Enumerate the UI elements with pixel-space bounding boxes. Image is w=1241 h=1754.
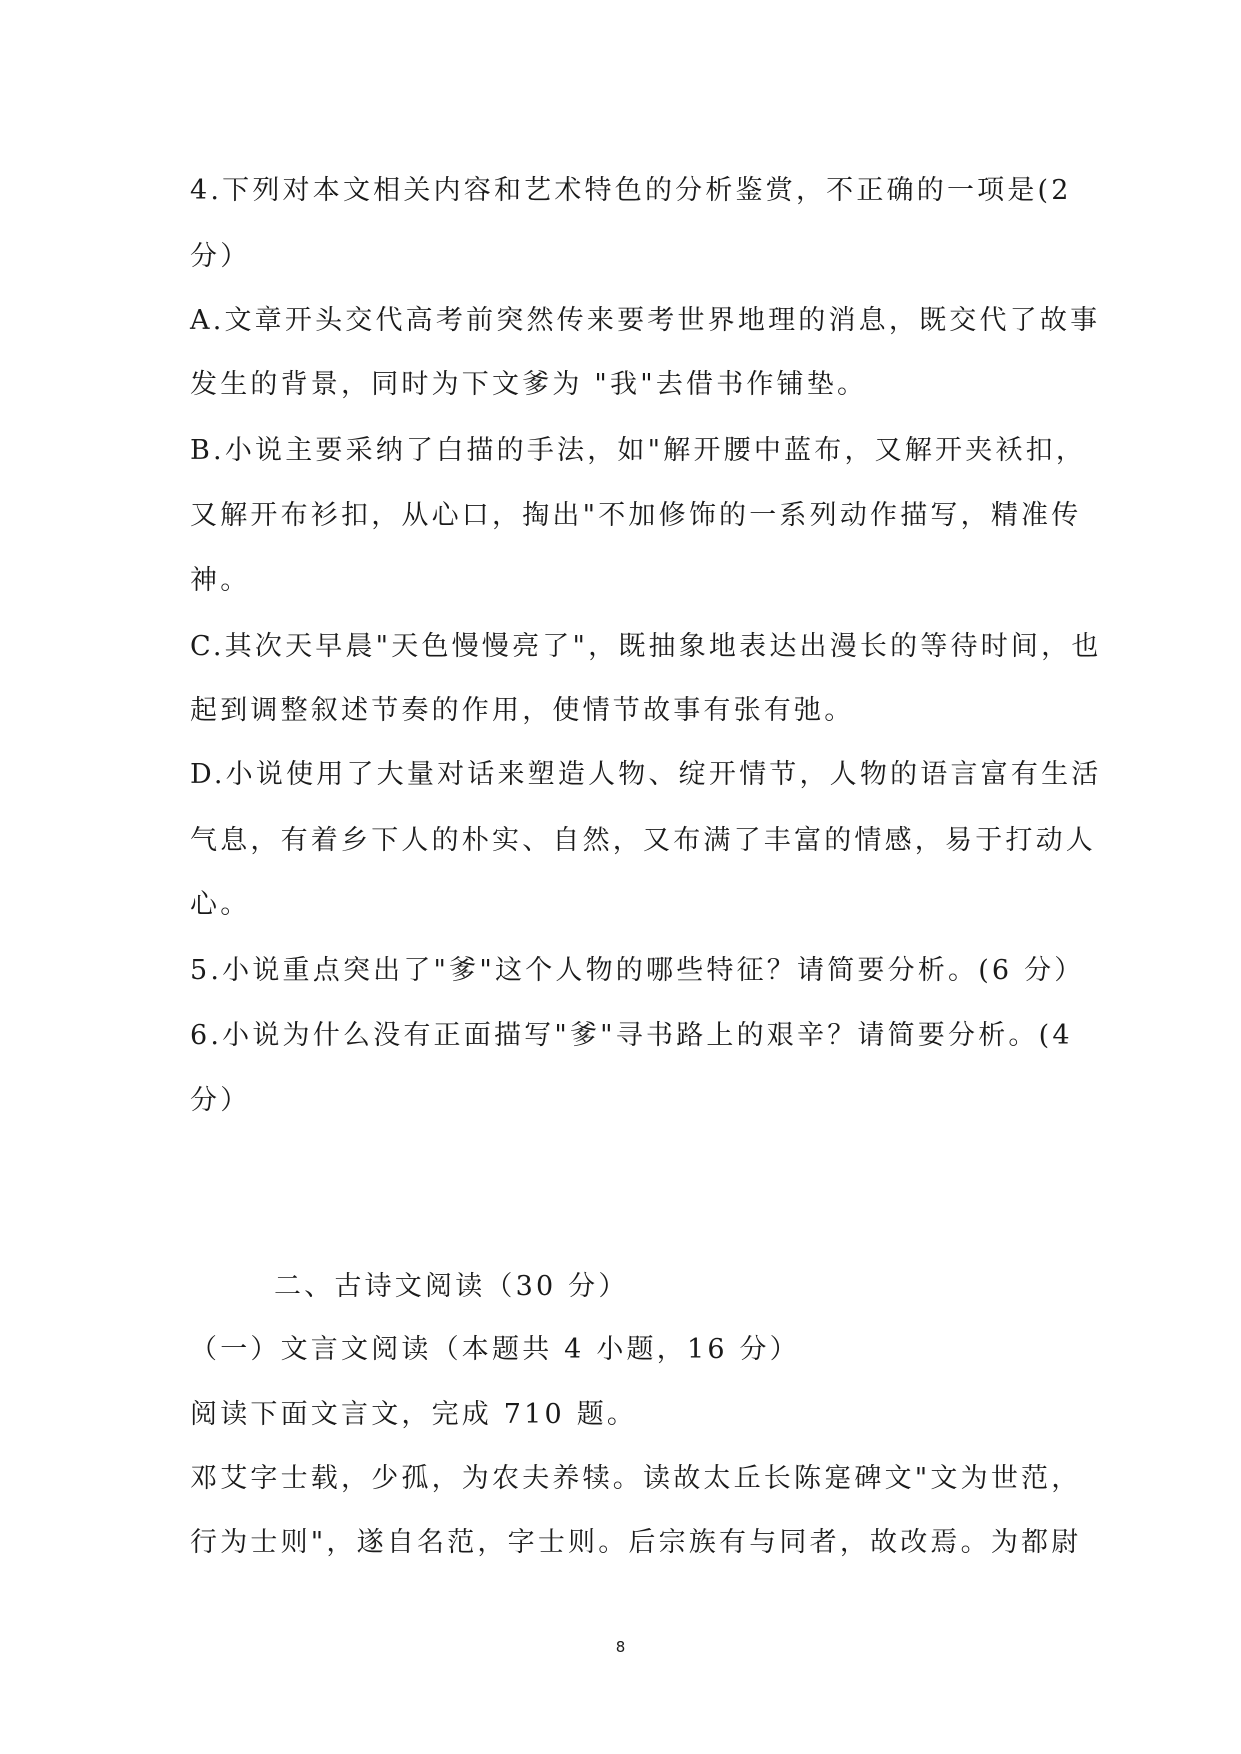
option-b-cont: 又解开布衫扣，从心口，掏出"不加修饰的一系列动作描写，精准传 bbox=[190, 500, 1082, 531]
option-d: D.小说使用了大量对话来塑造人物、绽开情节，人物的语言富有生活 bbox=[190, 759, 1102, 790]
reading-instruction: 阅读下面文言文，完成 710 题。 bbox=[190, 1399, 638, 1430]
question-4-stem: 4.下列对本文相关内容和艺术特色的分析鉴赏，不正确的一项是(2 bbox=[190, 175, 1072, 206]
section-heading: 二、古诗文阅读（30 分） bbox=[274, 1271, 629, 1302]
question-6: 6.小说为什么没有正面描写"爹"寻书路上的艰辛？请简要分析。(4 bbox=[190, 1020, 1073, 1051]
passage-line: 行为士则"，遂自名范，字士则。后宗族有与同者，故改焉。为都尉 bbox=[190, 1527, 1082, 1558]
question-5: 5.小说重点突出了"爹"这个人物的哪些特征？请简要分析。(6 分） bbox=[190, 955, 1085, 986]
question-4-stem-cont: 分） bbox=[190, 241, 251, 272]
option-b-cont-2: 神。 bbox=[190, 565, 251, 596]
question-6-cont: 分） bbox=[190, 1085, 251, 1116]
subsection-heading: （一）文言文阅读（本题共 4 小题，16 分） bbox=[190, 1334, 800, 1365]
option-d-cont-2: 心。 bbox=[190, 889, 251, 920]
option-d-cont: 气息，有着乡下人的朴实、自然，又布满了丰富的情感，易于打动人 bbox=[190, 825, 1096, 856]
option-a: A.文章开头交代高考前突然传来要考世界地理的消息，既交代了故事 bbox=[190, 305, 1101, 336]
option-c: C.其次天早晨"天色慢慢亮了"，既抽象地表达出漫长的等待时间，也 bbox=[190, 631, 1102, 662]
page-number: 8 bbox=[615, 1638, 626, 1656]
option-a-cont: 发生的背景，同时为下文爹为 "我"去借书作铺垫。 bbox=[190, 369, 868, 400]
passage-line: 邓艾字士载，少孤，为农夫养犊。读故太丘长陈寔碑文"文为世范， bbox=[190, 1463, 1082, 1494]
option-b: B.小说主要采纳了白描的手法，如"解开腰中蓝布，又解开夹袄扣， bbox=[190, 435, 1087, 466]
option-c-cont: 起到调整叙述节奏的作用，使情节故事有张有弛。 bbox=[190, 695, 855, 726]
